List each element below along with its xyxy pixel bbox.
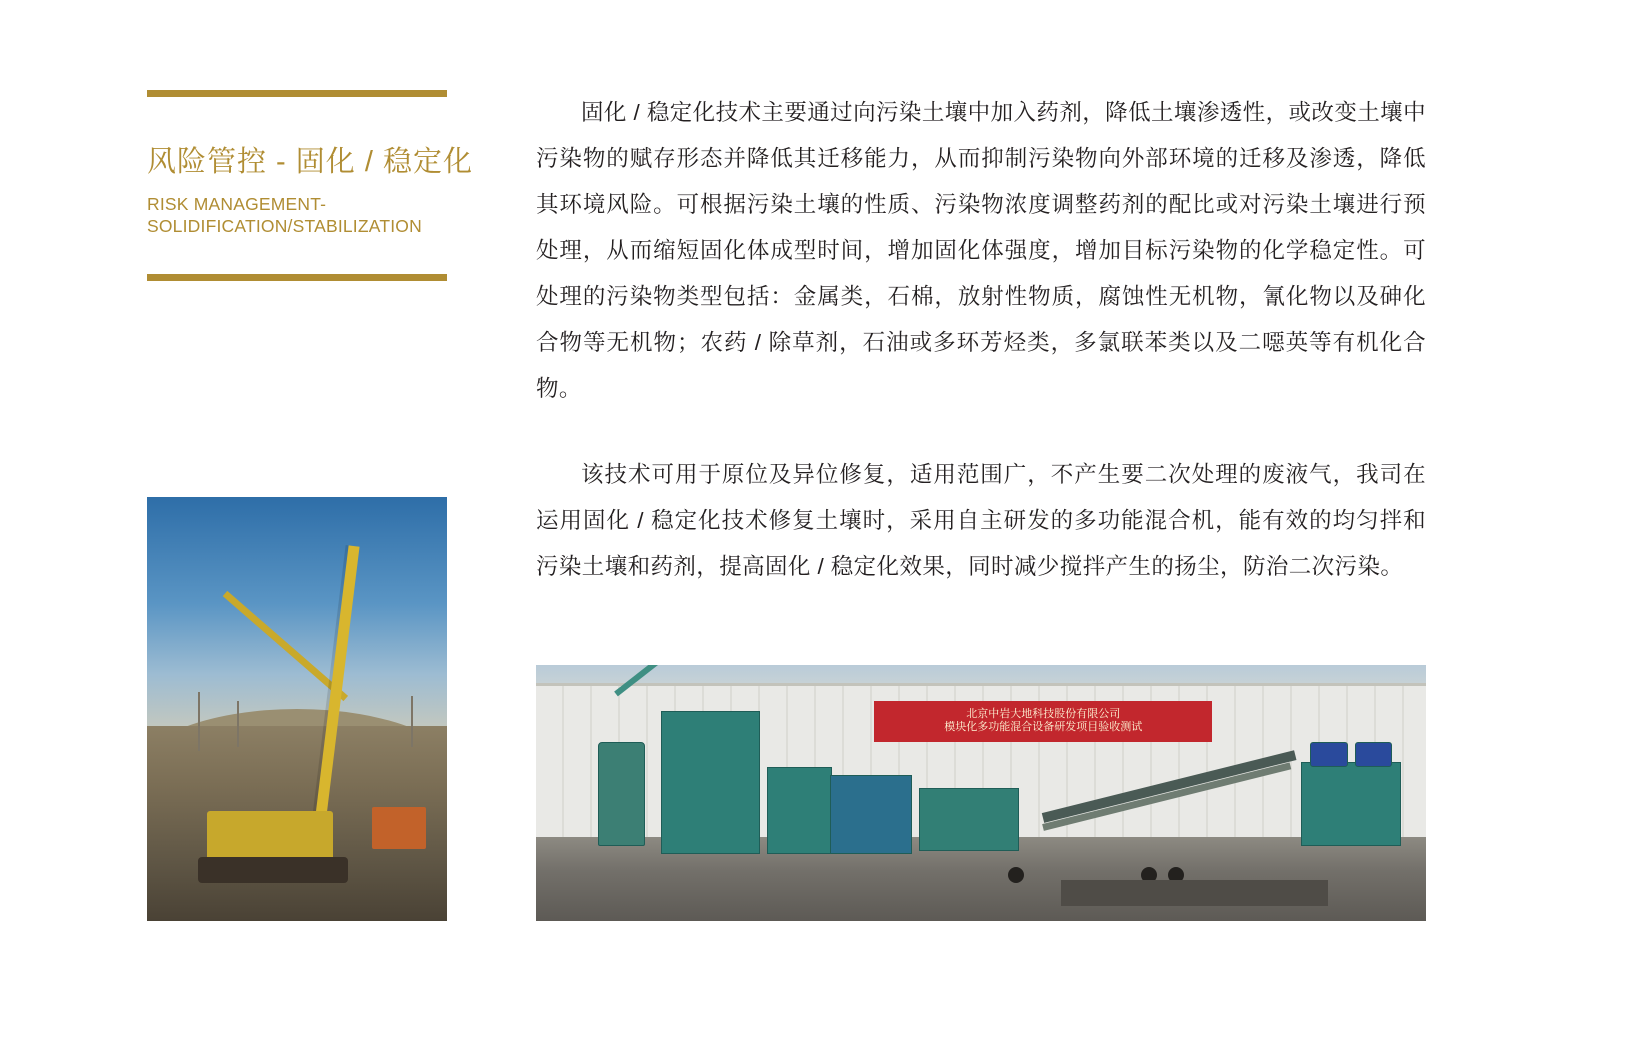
page-title-en-line2: SOLIDIFICATION/STABILIZATION	[147, 216, 422, 237]
page-title-en	[147, 193, 447, 238]
photo-control-cabinet	[767, 767, 831, 853]
photo-excavator	[372, 807, 426, 849]
modular-mixing-equipment-photo	[536, 665, 1426, 921]
heading-rule-top	[147, 90, 447, 97]
banner-line-1: 北京中岩大地科技股份有限公司	[966, 707, 1121, 720]
section-heading-block	[147, 90, 473, 281]
paragraph-1: 固化 / 稳定化技术主要通过向污染土壤中加入药剂，降低土壤渗透性，或改变土壤中污染物的赋存形态并降低其迁移能力，从而抑制污染物向外部环境的迁移及渗透，降低其环境风险。可根据污染土壤的性质、污染物浓度调整药剂的配比或对污染土壤进行预处理，从而缩短固化体成型时间，增加固化体强度，增加目标污染物的化学稳定性。可处理的污染物类型包括：金属类，石棉，放射性物质，腐蚀性无机物，氰化物以及砷化合物等无机物；农药 / 除草剂，石油或多环芳烃类，多氯联苯类以及二噁英等有机化合物。	[536, 100, 1426, 401]
heading-rule-bottom	[147, 274, 447, 281]
photo-screening-unit	[1301, 762, 1401, 846]
photo-motor	[1310, 742, 1348, 767]
photo-red-banner	[874, 701, 1212, 742]
body-text-column	[536, 90, 1426, 590]
drilling-rig-site-photo	[147, 497, 447, 921]
photo-motor	[1355, 742, 1393, 767]
photo-steel-pad	[1061, 880, 1328, 906]
page-title-en-line1: RISK MANAGEMENT-	[147, 193, 327, 214]
photo-silo-tank	[598, 742, 645, 846]
photo-sky	[147, 497, 447, 734]
photo-rig-track	[198, 857, 348, 882]
photo-control-cabinet	[830, 775, 912, 854]
photo-mixing-tower	[661, 711, 761, 854]
photo-utility-pole	[411, 696, 413, 747]
photo-utility-pole	[198, 692, 200, 751]
banner-line-2: 模块化多功能混合设备研发项目验收测试	[944, 721, 1143, 734]
paragraph-2: 该技术可用于原位及异位修复，适用范围广，不产生要二次处理的废液气，我司在运用固化 / 稳定化技术修复土壤时，采用自主研发的多功能混合机，能有效的均匀拌和污染土壤和药剂，提高固化 / 稳定化效果，同时减少搅拌产生的扬尘，防治二次污染。	[536, 462, 1426, 579]
heading-text-group	[147, 97, 473, 274]
photo-mixer-unit	[919, 788, 1019, 851]
photo-wheel	[1008, 867, 1024, 883]
page-title-cn: 风险管控 - 固化 / 稳定化	[147, 146, 473, 178]
photo-utility-pole	[237, 701, 239, 748]
